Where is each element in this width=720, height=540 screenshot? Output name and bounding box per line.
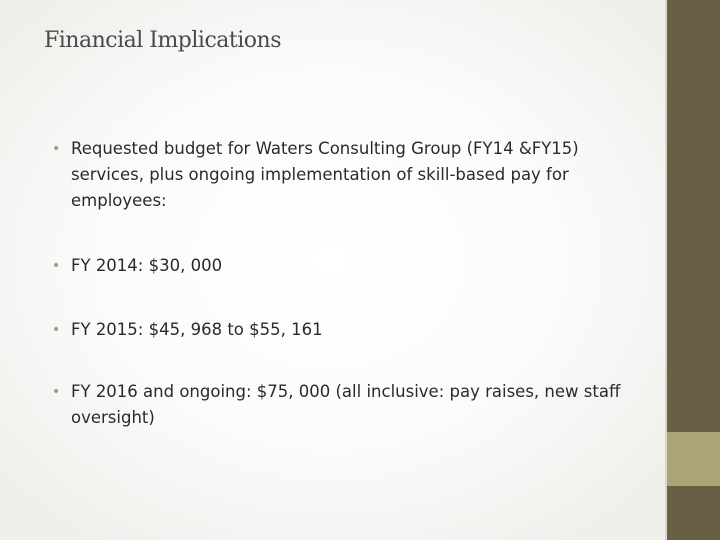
bullet-item [52, 317, 661, 343]
sidebar-accent-block [667, 432, 720, 486]
bullet-text: FY 2014: $30, 000 [71, 256, 223, 275]
bullet-text: Requested budget for Waters Consulting Group (FY14 &FY15) services, plus ongoing implementation of skill-based pay for employees: [71, 139, 579, 210]
bullet-text: FY 2016 and ongoing: $75, 000 (all inclusive: pay raises, new staff oversight) [71, 382, 621, 427]
bullet-icon: • [52, 141, 61, 157]
slide-title: Financial Implications [44, 28, 281, 53]
bullet-item [52, 253, 661, 279]
bullet-icon: • [52, 384, 61, 400]
bullet-list [52, 136, 642, 427]
bullet-item [52, 136, 642, 214]
bullet-icon: • [52, 258, 61, 274]
bullet-icon: • [52, 322, 61, 338]
bullet-item [52, 379, 661, 431]
bullet-text: FY 2015: $45, 968 to $55, 161 [71, 320, 323, 339]
